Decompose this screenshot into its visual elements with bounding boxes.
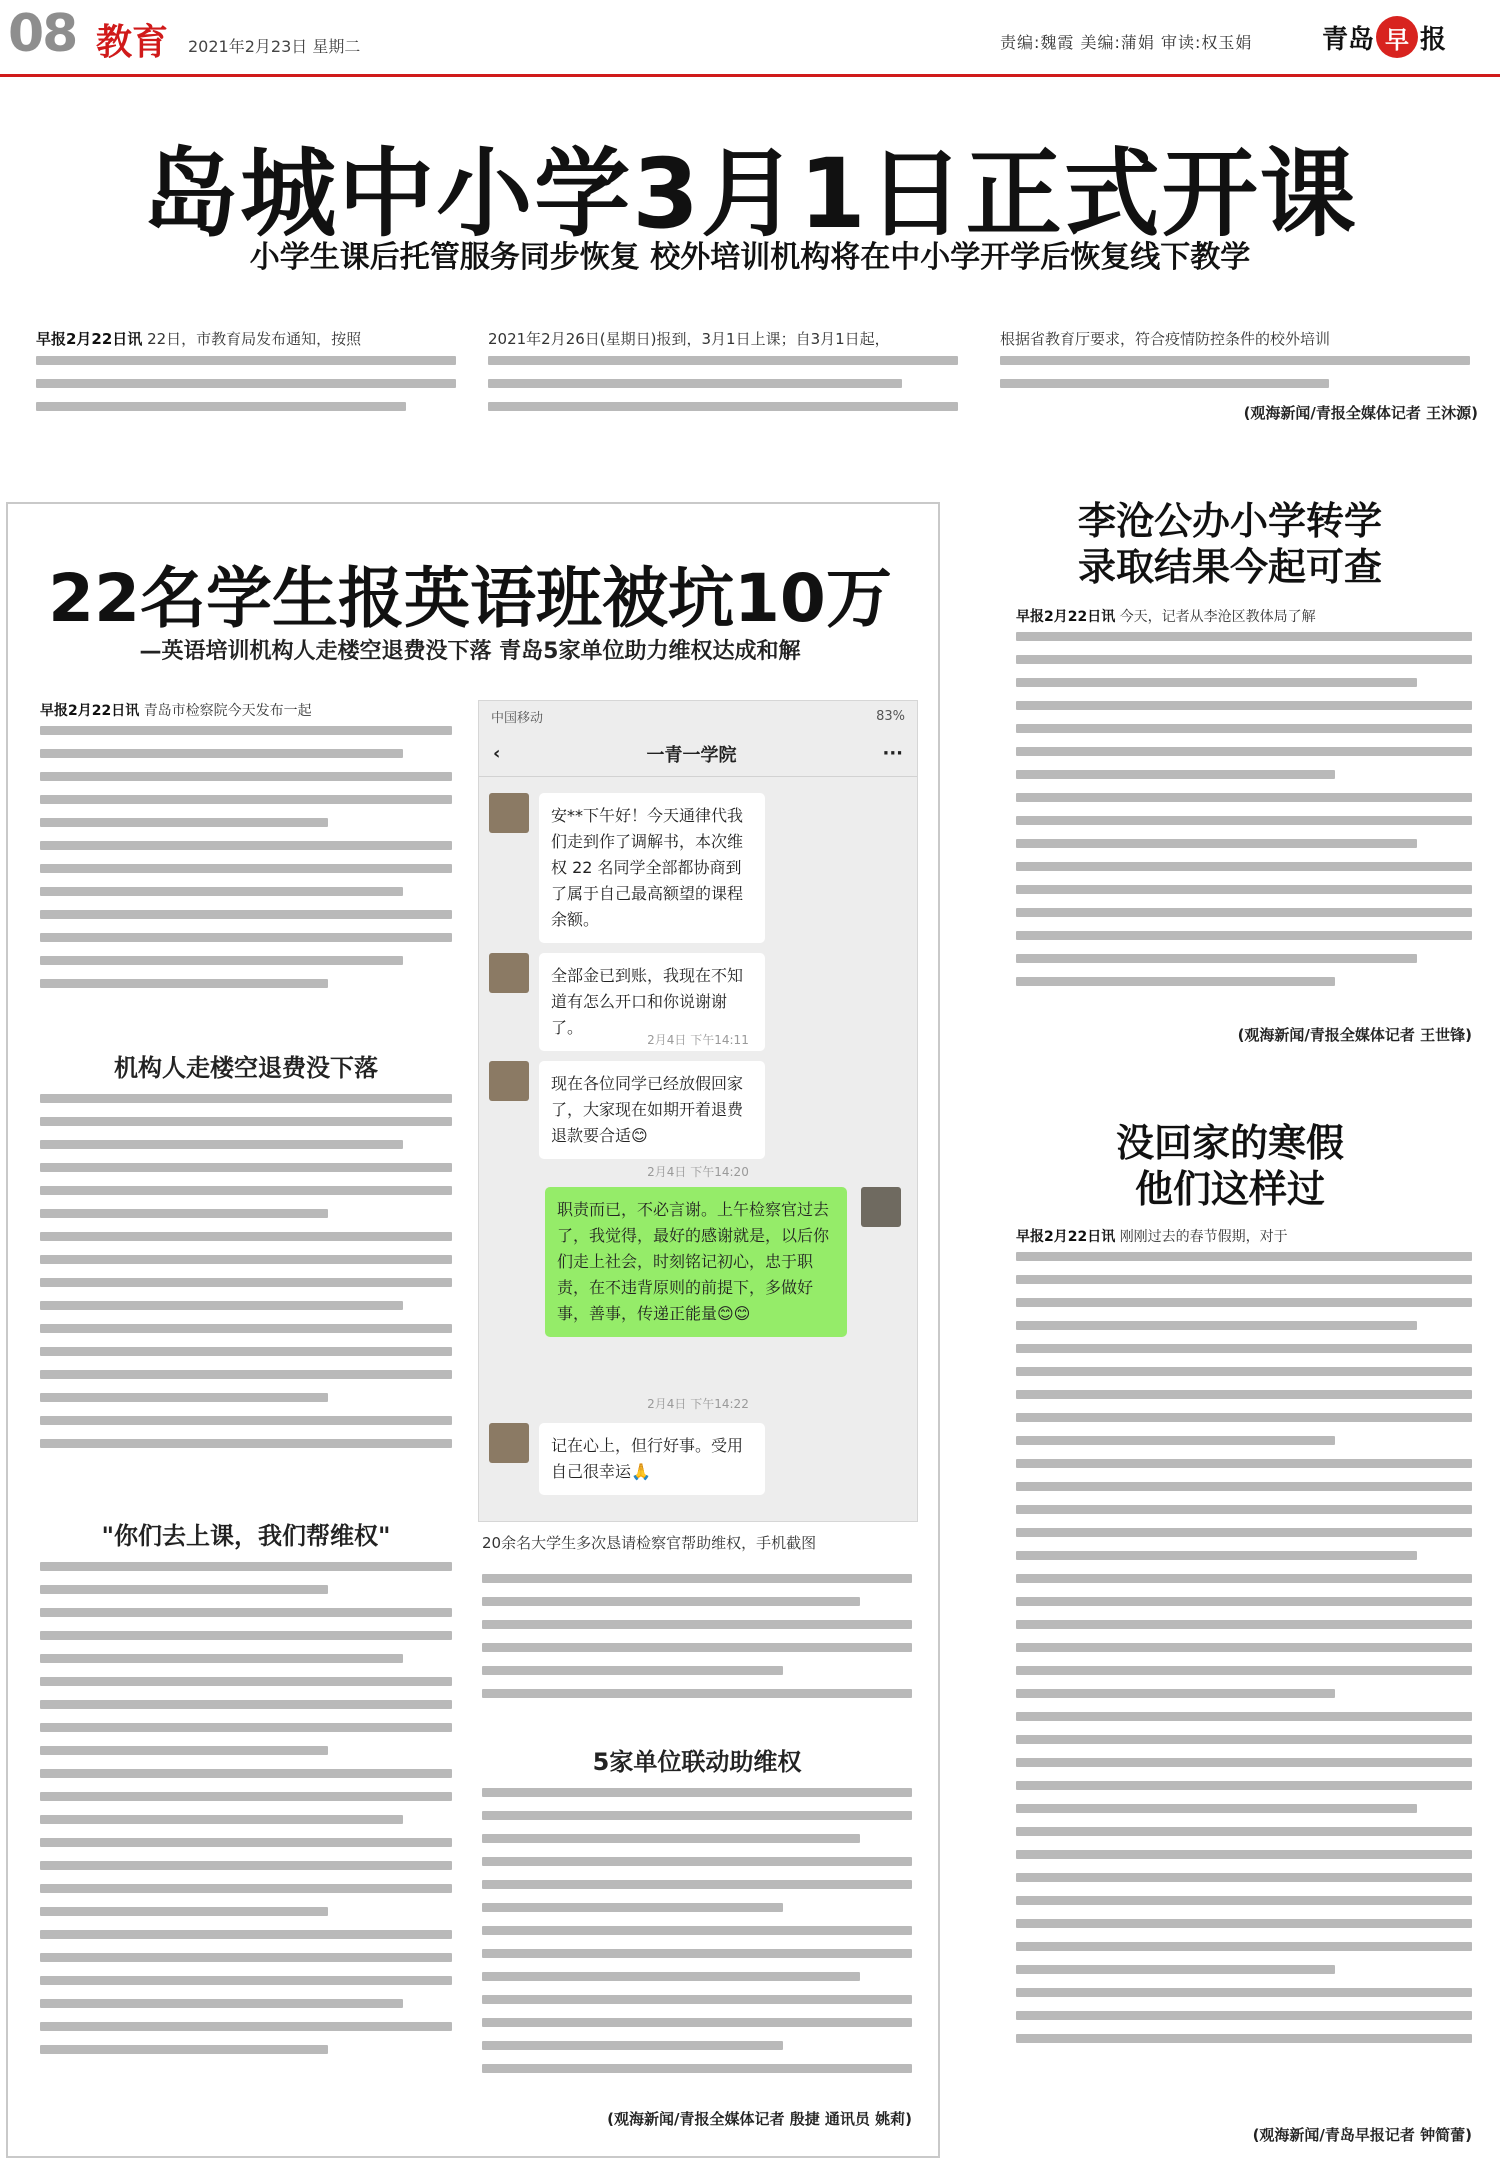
feature-lead-text: 青岛市检察院今天发布一起 bbox=[143, 703, 312, 719]
back-icon: ‹ bbox=[493, 743, 501, 764]
side2-byline: (观海新闻/青岛早报记者 钟简蕾) bbox=[1252, 2126, 1472, 2144]
page-number: 08 bbox=[8, 4, 77, 64]
side1-title-line1: 李沧公办小学转学 bbox=[1077, 499, 1382, 543]
chat-timestamp-1: 2月4日 下午14:11 bbox=[647, 1033, 749, 1047]
main-col3-first-line: 根据省教育厅要求，符合疫情防控条件的校外培训 bbox=[1000, 330, 1331, 348]
main-col2-body bbox=[488, 356, 958, 426]
feature-intro-body bbox=[40, 726, 452, 1026]
feature-section1-heading: 机构人走楼空退费没下落 bbox=[114, 1054, 378, 1082]
main-byline: (观海新闻/青报全媒体记者 王沐源) bbox=[1243, 404, 1478, 422]
feature-subtitle: —英语培训机构人走楼空退费没下落 青岛5家单位助力维权达成和解 bbox=[139, 639, 801, 664]
logo-text-right: 报 bbox=[1420, 24, 1447, 55]
main-lead-dateline: 早报2月22日讯 bbox=[36, 330, 143, 348]
side1-title bbox=[1010, 498, 1450, 590]
sender-avatar bbox=[489, 953, 529, 993]
chat-message-4: 职责而已，不必言谢。上午检察官过去了，我觉得，最好的感谢就是，以后你们走上社会，时刻铭记初心，忠于职责，在不违背原则的前提下，多做好事，善事，传递正能量😊😊 bbox=[545, 1187, 847, 1337]
self-avatar bbox=[861, 1187, 901, 1227]
phone-status-bar bbox=[479, 701, 917, 731]
feature-section2-heading: "你们去上课，我们帮维权" bbox=[101, 1522, 391, 1550]
feature-title: 22名学生报英语班被坑10万 bbox=[48, 560, 892, 637]
chat-timestamp-3: 2月4日 下午14:22 bbox=[647, 1397, 749, 1411]
feature-section3-body bbox=[482, 1788, 912, 2100]
side1-dateline: 早报2月22日讯 bbox=[1016, 609, 1116, 625]
side1-lead-text: 今天，记者从李沧区教体局了解 bbox=[1119, 609, 1316, 625]
feature-section2-body bbox=[40, 1562, 452, 2122]
main-col1-first-line bbox=[36, 328, 456, 349]
main-subheadline: 小学生课后托管服务同步恢复 校外培训机构将在中小学开学后恢复线下教学 bbox=[249, 240, 1251, 275]
main-col3-body bbox=[1000, 356, 1470, 404]
main-col1-body bbox=[36, 356, 456, 426]
photo-caption: 20余名大学生多次恳请检察官帮助维权，手机截图 bbox=[482, 1534, 817, 1552]
sender-avatar bbox=[489, 793, 529, 833]
editor-credits: 责编:魏霞 美编:蒲娟 审读:权玉娟 bbox=[1000, 33, 1253, 52]
main-col1-text: 22日，市教育局发布通知，按照 bbox=[147, 330, 362, 348]
feature-section3-heading: 5家单位联动助维权 bbox=[592, 1748, 802, 1776]
sender-avatar bbox=[489, 1423, 529, 1463]
header-divider bbox=[0, 74, 1500, 77]
main-col2-first-line: 2021年2月26日(星期日)报到，3月1日上课；自3月1日起， bbox=[488, 330, 890, 348]
feature-col2-body bbox=[482, 1574, 912, 1724]
side2-title bbox=[1010, 1120, 1450, 1212]
newspaper-logo bbox=[1322, 14, 1446, 60]
side1-byline: (观海新闻/青报全媒体记者 王世锋) bbox=[1237, 1026, 1472, 1044]
more-icon: ··· bbox=[882, 743, 903, 764]
side2-first-line bbox=[1016, 1226, 1472, 1246]
side1-body bbox=[1016, 632, 1472, 1018]
side2-dateline: 早报2月22日讯 bbox=[1016, 1229, 1116, 1245]
main-headline: 岛城中小学3月1日正式开课 bbox=[142, 138, 1358, 250]
side2-title-line2: 他们这样过 bbox=[1134, 1167, 1325, 1211]
chat-screenshot bbox=[478, 700, 918, 1522]
battery-label: 83% bbox=[876, 708, 905, 724]
side2-title-line1: 没回家的寒假 bbox=[1115, 1121, 1344, 1165]
carrier-label: 中国移动 bbox=[491, 710, 544, 726]
logo-text-left: 青岛 bbox=[1322, 24, 1375, 55]
side2-body bbox=[1016, 1252, 1472, 2114]
chat-timestamp-2: 2月4日 下午14:20 bbox=[647, 1165, 749, 1179]
sender-avatar bbox=[489, 1061, 529, 1101]
feature-first-line bbox=[40, 700, 452, 720]
side2-lead-text: 刚刚过去的春节假期，对于 bbox=[1119, 1229, 1288, 1245]
chat-message-1: 安**下午好！今天通律代我们走到作了调解书，本次维权 22 名同学全部都协商到了属于自己最高额望的课程余额。 bbox=[539, 793, 765, 943]
section-name: 教育 bbox=[96, 22, 169, 63]
logo-badge: 早 bbox=[1376, 16, 1418, 58]
chat-message-2: 全部金已到账，我现在不知道有怎么开口和你说谢谢了。 bbox=[539, 953, 765, 1051]
side1-first-line bbox=[1016, 606, 1472, 626]
side1-title-line2: 录取结果今起可查 bbox=[1077, 545, 1382, 589]
chat-message-3: 现在各位同学已经放假回家了，大家现在如期开着退费退款要合适😊 bbox=[539, 1061, 765, 1159]
chat-title: 一青一学院 bbox=[646, 744, 737, 766]
chat-message-5: 记在心上，但行好事。受用自己很幸运🙏 bbox=[539, 1423, 765, 1495]
issue-date: 2021年2月23日 星期二 bbox=[188, 37, 361, 56]
feature-dateline: 早报2月22日讯 bbox=[40, 703, 140, 719]
feature-byline: (观海新闻/青报全媒体记者 殷捷 通讯员 姚莉) bbox=[607, 2110, 912, 2128]
chat-title-bar bbox=[479, 731, 917, 777]
feature-section1-body bbox=[40, 1094, 452, 1494]
